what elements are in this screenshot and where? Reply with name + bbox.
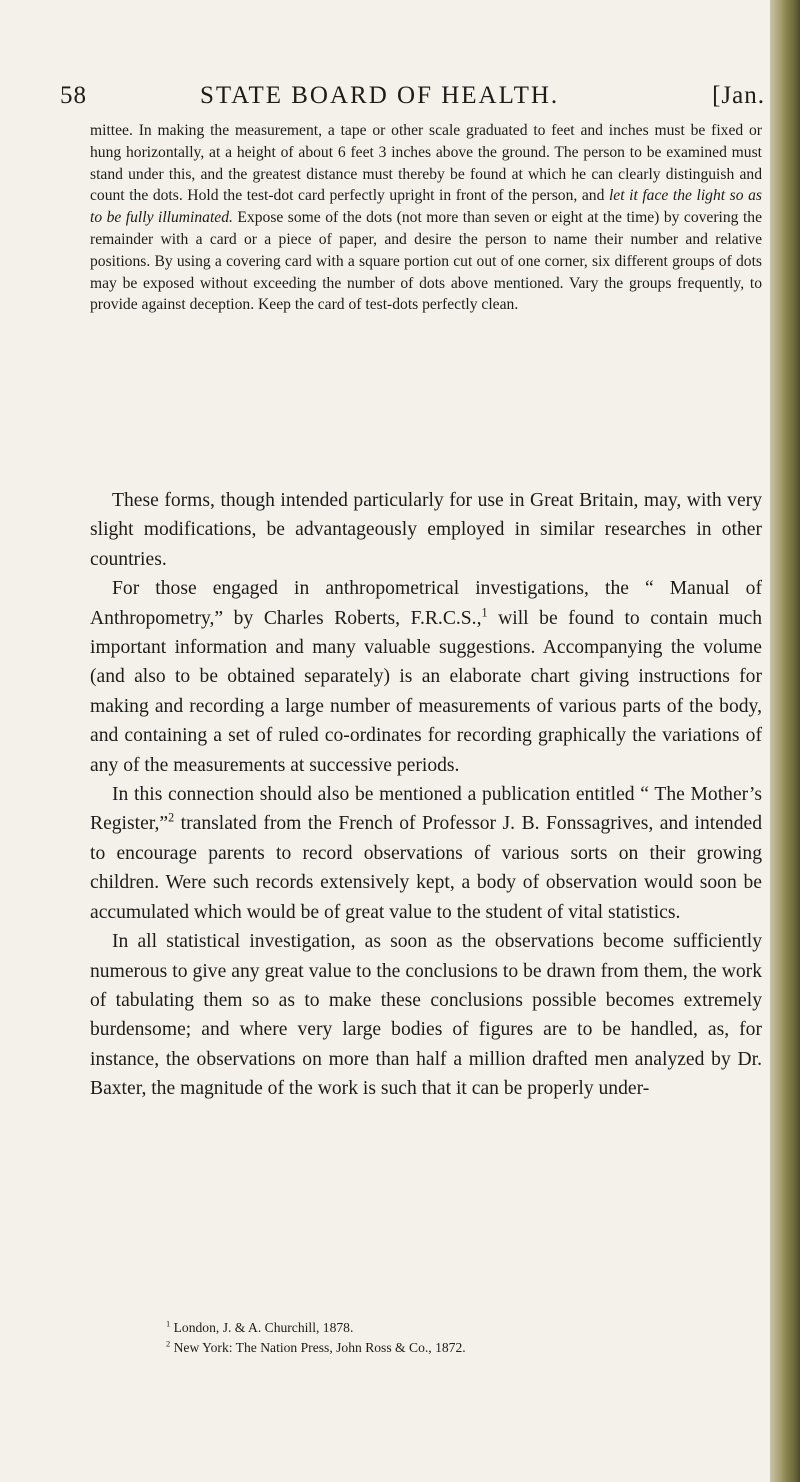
- paragraph-register: [90, 780, 762, 927]
- running-month: [Jan.: [712, 82, 765, 109]
- footnote-2: [166, 1338, 766, 1358]
- footnote-mark-2: 2: [166, 1338, 171, 1349]
- running-title: STATE BOARD OF HEALTH.: [200, 82, 560, 109]
- footnote-ref-1: 1: [481, 605, 488, 620]
- paragraph-forms: These forms, though intended particularly for use in Great Britain, may, with very slight modifications, be advantageously employed in similar researches in other countries.: [90, 490, 762, 570]
- para2-text-1: For those engaged in anthropometrical investigations, the “ Manual of Anthropometry,” by Charles Roberts, F.R.C.S.,: [90, 578, 762, 629]
- footnote-1: [166, 1318, 766, 1338]
- intro-paragraph: [90, 120, 762, 316]
- footnote-mark-1: 1: [166, 1318, 171, 1329]
- footnote-ref-2: 2: [168, 810, 175, 825]
- intro-text-1: mittee. In making the measurement, a tape or other scale graduated to feet and inches must be fixed or hung horizontally, at a height of about 6 feet 3 inches above the ground. The person to be examined must stand under this, and the greatest distance must thereby be found at which he can clearly distinguish and count the dots. Hold the test-dot card perfectly upright in front of the person, and: [90, 122, 762, 205]
- footnote-text-2: New York: The Nation Press, John Ross & Co., 1872.: [170, 1340, 466, 1355]
- intro-text-2: Expose some of the dots (not more than seven or eight at the time) by covering the remainder with a card or a piece of paper, and desire the person to name their number and relative positions. By using a covering card with a square portion cut out of one corner, six different groups of dots may be exposed without exceeding the number of dots above mentioned. Vary the groups frequently, to provide against deception. Keep the card of test-dots perfectly clean.: [90, 209, 762, 314]
- paragraph-manual: [90, 574, 762, 780]
- para2-text-2: will be found to contain much important information and many valuable suggestions. Accompanying the volume (and also to be obtained separately) is an elaborate chart giving instructions for making and recording a large number of measurements of various parts of the body, and containing a set of ruled co-ordinates for recording graphically the variations of any of the measurements at successive periods.: [90, 607, 762, 776]
- page-number: 58: [60, 82, 87, 109]
- running-head: [60, 82, 765, 122]
- para3-text-2: translated from the French of Professor J. B. Fonssagrives, and intended to encourage parents to record observations of various sorts on their growing children. Were such records extensively kept, a body of observation would soon be accumulated which would be of great value to the student of vital statistics.: [90, 813, 762, 923]
- para3-text-1: In this connection should also be mentioned a publication entitled “ The Mother’s Register,”: [90, 784, 762, 835]
- main-text: [90, 486, 762, 1104]
- book-spine-edge: [770, 0, 800, 1482]
- paragraph-statistics: In all statistical investigation, as soon as the observations become sufficiently numerous to give any great value to the conclusions to be drawn from them, the work of tabulating them so as to make these conclusions possible becomes extremely burdensome; and where very large bodies of figures are to be handled, as, for instance, the observations on more than half a million drafted men analyzed by Dr. Baxter, the magnitude of the work is such that it can be properly under-: [90, 931, 762, 1100]
- footnotes: [166, 1318, 766, 1358]
- intro-emphasis: let it face the light so as to be fully illuminated.: [90, 187, 762, 227]
- footnote-text-1: London, J. & A. Churchill, 1878.: [170, 1320, 354, 1335]
- continued-paragraph: [90, 120, 762, 316]
